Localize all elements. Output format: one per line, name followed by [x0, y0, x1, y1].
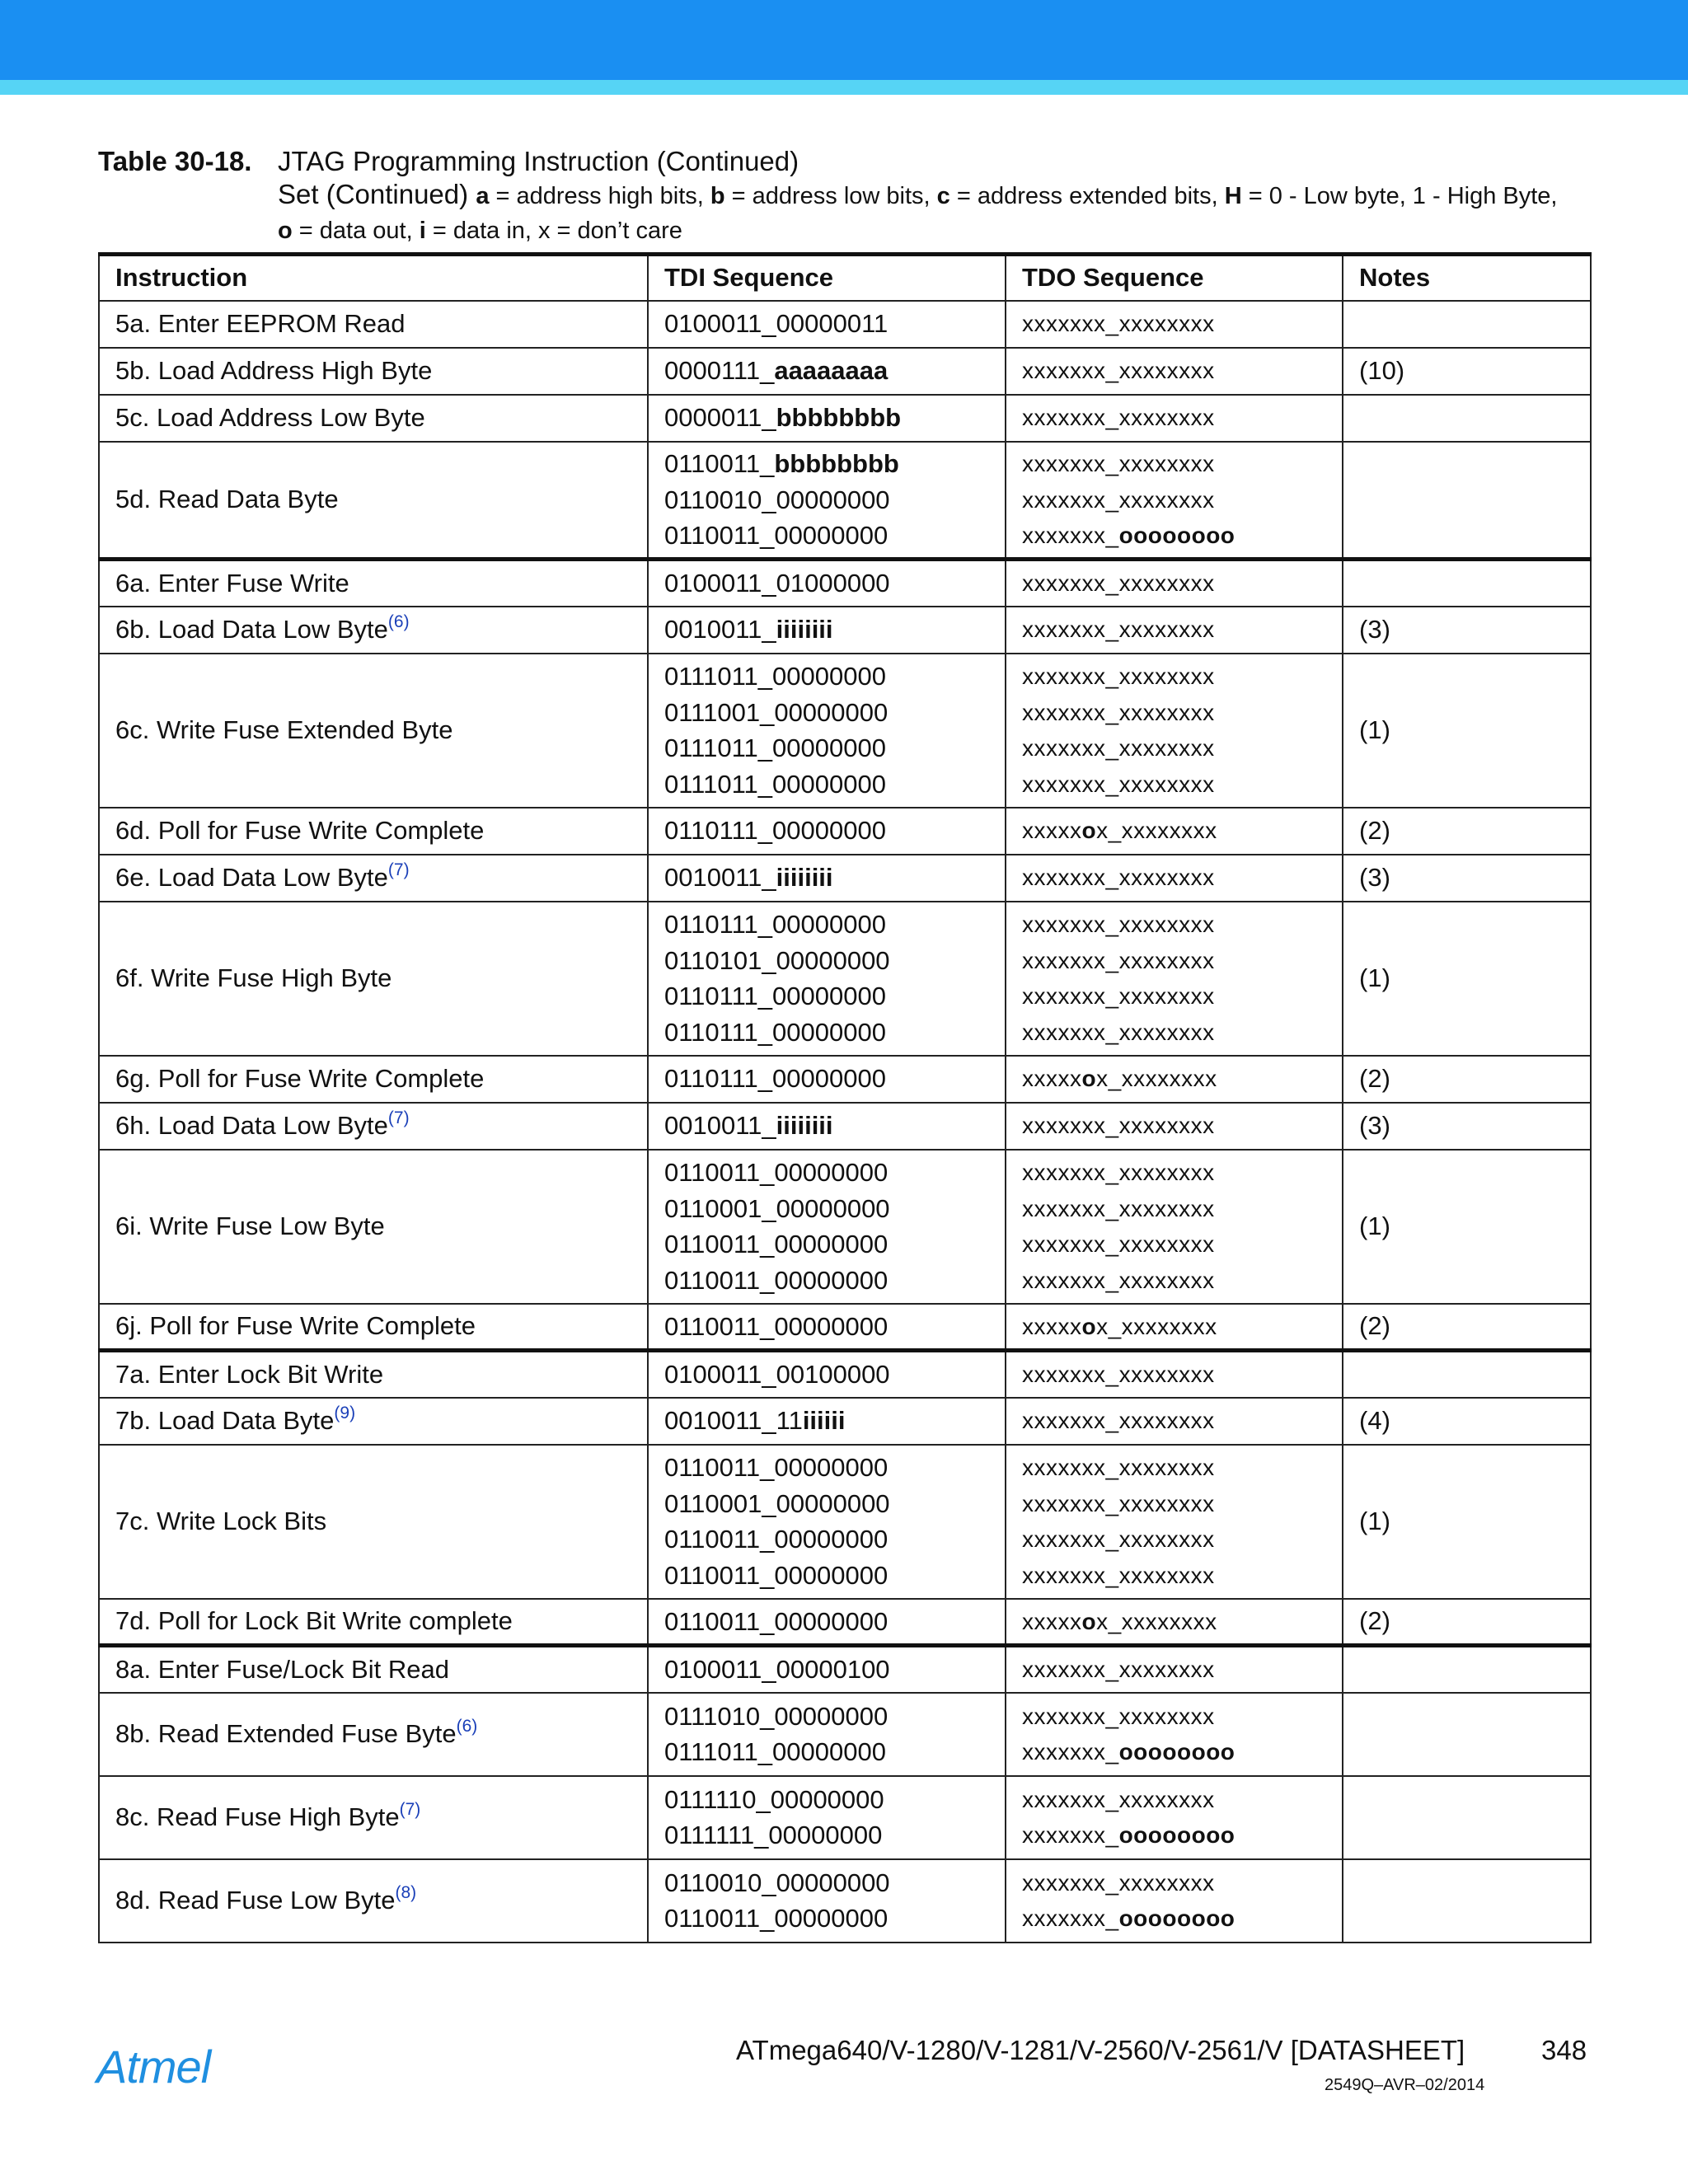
table-row	[99, 654, 1591, 808]
instruction-cell	[99, 1150, 648, 1304]
footnote-reference[interactable]: (7)	[387, 1108, 410, 1127]
tdo-sequence-cell	[1006, 1693, 1343, 1776]
footnote-reference[interactable]: (7)	[387, 860, 410, 879]
notes-cell: (3)	[1343, 1103, 1591, 1150]
tdo-sequence-line: xxxxxxx_oooooooo	[1022, 523, 1236, 548]
instruction-cell	[99, 1693, 648, 1776]
document-code: 2549Q–AVR–02/2014	[1325, 2076, 1485, 2094]
tdo-sequence-line: xxxxxxx_xxxxxxxx	[1022, 1113, 1215, 1139]
instruction-text: 6a. Enter Fuse Write	[115, 568, 349, 598]
header-tdo-sequence: TDO Sequence	[1006, 255, 1343, 301]
tdi-sequence-line: 0110001_00000000	[664, 1488, 890, 1518]
table-row	[99, 1859, 1591, 1943]
tdo-sequence-cell	[1006, 1776, 1343, 1859]
instruction-cell	[99, 442, 648, 560]
instruction-cell	[99, 902, 648, 1056]
tdi-sequence-line: 0111111_00000000	[664, 1821, 883, 1849]
tdo-sequence-line: xxxxxxx_xxxxxxxx	[1022, 947, 1215, 973]
atmel-logo: Atmel	[96, 2041, 211, 2093]
tdi-sequence-cell	[648, 442, 1006, 560]
table-row	[99, 808, 1591, 855]
tdo-sequence-line: xxxxxxx_xxxxxxxx	[1022, 983, 1215, 1009]
tdo-sequence-line: xxxxxox_xxxxxxxx	[1022, 1608, 1217, 1634]
footnote-reference[interactable]: (6)	[387, 612, 410, 631]
header-instruction: Instruction	[99, 255, 648, 301]
footnote-reference[interactable]: (6)	[456, 1717, 478, 1736]
table-title: JTAG Programming Instruction (Continued)	[278, 146, 799, 176]
notes-cell	[1343, 1693, 1591, 1776]
instruction-cell	[99, 1103, 648, 1150]
instruction-text: 6i. Write Fuse Low Byte	[115, 1212, 385, 1240]
tdi-sequence-cell	[648, 607, 1006, 654]
tdi-sequence-line: 0010011_11iiiiii	[664, 1406, 846, 1436]
tdi-sequence-line: 0110010_00000000	[664, 485, 890, 514]
tdo-sequence-line: xxxxxox_xxxxxxxx	[1022, 1066, 1217, 1092]
tdi-sequence-line: 0111011_00000000	[664, 769, 886, 799]
instruction-cell	[99, 1351, 648, 1398]
tdo-sequence-cell	[1006, 301, 1343, 348]
tdo-sequence-cell	[1006, 607, 1343, 654]
tdi-sequence-line: 0110001_00000000	[664, 1193, 890, 1223]
instruction-cell	[99, 1056, 648, 1103]
tdo-sequence-line: xxxxxxx_xxxxxxxx	[1022, 1408, 1215, 1434]
table-row	[99, 1398, 1591, 1445]
instruction-cell	[99, 348, 648, 395]
tdi-sequence-cell	[648, 1398, 1006, 1445]
tdi-sequence-line: 0110101_00000000	[664, 945, 890, 975]
tdi-sequence-cell	[648, 1351, 1006, 1398]
tdo-sequence-line: xxxxxxx_xxxxxxxx	[1022, 1869, 1215, 1896]
tdi-sequence-cell	[648, 560, 1006, 607]
tdo-sequence-line: xxxxxxx_xxxxxxxx	[1022, 1526, 1215, 1552]
notes-cell	[1343, 1646, 1591, 1693]
tdi-sequence-line: 0110011_00000000	[664, 1560, 889, 1590]
tdi-sequence-cell	[648, 395, 1006, 442]
instruction-text: 6e. Load Data Low Byte	[115, 863, 388, 892]
tdi-sequence-cell	[648, 654, 1006, 808]
tdi-sequence-line: 0110111_00000000	[664, 910, 886, 939]
tdo-sequence-cell	[1006, 1351, 1343, 1398]
table-row	[99, 1646, 1591, 1693]
tdi-sequence-cell	[648, 1304, 1006, 1351]
tdo-sequence-cell	[1006, 1398, 1343, 1445]
tdo-sequence-line: xxxxxxx_xxxxxxxx	[1022, 405, 1215, 431]
notes-cell	[1343, 1776, 1591, 1859]
tdo-sequence-line: xxxxxxx_xxxxxxxx	[1022, 358, 1215, 384]
tdo-sequence-cell	[1006, 1599, 1343, 1646]
instruction-text: 6d. Poll for Fuse Write Complete	[115, 816, 485, 845]
instruction-text: 6f. Write Fuse High Byte	[115, 963, 392, 992]
instruction-text: 6b. Load Data Low Byte	[115, 615, 388, 644]
table-row	[99, 1693, 1591, 1776]
tdo-sequence-cell	[1006, 1859, 1343, 1943]
tdi-sequence-line: 0110011_00000000	[664, 1904, 889, 1933]
tdo-sequence-line: xxxxxxx_oooooooo	[1022, 1739, 1236, 1765]
tdi-sequence-cell	[648, 348, 1006, 395]
header-tdi-sequence: TDI Sequence	[648, 255, 1006, 301]
tdo-sequence-line: xxxxxxx_xxxxxxxx	[1022, 735, 1215, 761]
tdo-sequence-line: xxxxxox_xxxxxxxx	[1022, 818, 1217, 844]
table-row	[99, 348, 1591, 395]
tdi-sequence-line: 0111011_00000000	[664, 662, 886, 691]
tdi-sequence-line: 0110111_00000000	[664, 982, 886, 1010]
tdo-sequence-line: xxxxxxx_xxxxxxxx	[1022, 865, 1215, 891]
tdi-sequence-line: 0110111_00000000	[664, 1064, 886, 1094]
tdo-sequence-cell	[1006, 654, 1343, 808]
tdi-sequence-cell	[648, 1150, 1006, 1304]
table-body	[99, 301, 1591, 1943]
instruction-text: 7a. Enter Lock Bit Write	[115, 1359, 384, 1389]
tdo-sequence-line: xxxxxxx_oooooooo	[1022, 1905, 1236, 1931]
notes-cell	[1343, 560, 1591, 607]
notes-cell	[1343, 1859, 1591, 1943]
table-legend	[278, 178, 1679, 213]
header-stripe	[0, 80, 1688, 95]
instruction-text: 5b. Load Address High Byte	[115, 356, 433, 385]
footnote-reference[interactable]: (9)	[334, 1404, 356, 1422]
instruction-text: 8b. Read Extended Fuse Byte	[115, 1719, 457, 1748]
table-row	[99, 442, 1591, 560]
tdi-sequence-line: 0111010_00000000	[664, 1701, 889, 1731]
table-row	[99, 1351, 1591, 1398]
tdo-sequence-cell	[1006, 855, 1343, 902]
notes-cell: (2)	[1343, 1599, 1591, 1646]
tdo-sequence-line: xxxxxxx_xxxxxxxx	[1022, 699, 1215, 725]
tdi-sequence-line: 0010011_iiiiiiii	[664, 615, 833, 644]
instruction-cell	[99, 1859, 648, 1943]
instruction-text: 5c. Load Address Low Byte	[115, 403, 425, 432]
notes-cell	[1343, 395, 1591, 442]
header-band	[0, 0, 1688, 80]
table-legend-line-2: o = data out, i = data in, x = don’t care	[278, 218, 682, 244]
notes-cell: (1)	[1343, 902, 1591, 1056]
table-row	[99, 1103, 1591, 1150]
tdo-sequence-line: xxxxxxx_xxxxxxxx	[1022, 771, 1215, 797]
notes-cell: (1)	[1343, 654, 1591, 808]
tdi-sequence-line: 0110010_00000000	[664, 1868, 890, 1897]
tdi-sequence-line: 0110011_00000000	[664, 1453, 889, 1482]
tdi-sequence-line: 0100011_00000011	[664, 309, 889, 339]
tdo-sequence-line: xxxxxxx_xxxxxxxx	[1022, 1455, 1215, 1480]
instruction-cell	[99, 654, 648, 808]
tdi-sequence-cell	[648, 855, 1006, 902]
tdi-sequence-cell	[648, 1445, 1006, 1599]
tdi-sequence-line: 0110011_00000000	[664, 1311, 889, 1341]
jtag-instruction-table	[98, 252, 1592, 1943]
table-row	[99, 301, 1591, 348]
instruction-text: 8a. Enter Fuse/Lock Bit Read	[115, 1654, 449, 1684]
tdi-sequence-cell	[648, 1776, 1006, 1859]
instruction-text: 6h. Load Data Low Byte	[115, 1111, 388, 1140]
tdi-sequence-line: 0110011_00000000	[664, 1230, 889, 1258]
notes-cell: (3)	[1343, 855, 1591, 902]
table-row	[99, 1056, 1591, 1103]
tdo-sequence-line: xxxxxxx_xxxxxxxx	[1022, 451, 1215, 476]
table-header-row	[99, 255, 1591, 301]
notes-cell: (4)	[1343, 1398, 1591, 1445]
tdo-sequence-line: xxxxxxx_xxxxxxxx	[1022, 1490, 1215, 1516]
tdo-sequence-line: xxxxxxx_xxxxxxxx	[1022, 1703, 1215, 1729]
table-row	[99, 902, 1591, 1056]
tdi-sequence-line: 0110111_00000000	[664, 816, 886, 846]
tdo-sequence-cell	[1006, 1304, 1343, 1351]
legend-line-1: a = address high bits, b = address low bits, c = address extended bits, H = 0 - Low byte, 1 - High Byte,	[476, 183, 1558, 209]
notes-cell: (3)	[1343, 607, 1591, 654]
tdi-sequence-line: 0000111_aaaaaaaa	[664, 356, 889, 386]
tdo-sequence-cell	[1006, 1103, 1343, 1150]
tdi-sequence-line: 0110011_00000000	[664, 1158, 889, 1187]
instruction-cell	[99, 1646, 648, 1693]
notes-cell: (2)	[1343, 1056, 1591, 1103]
tdo-sequence-cell	[1006, 1646, 1343, 1693]
instruction-cell	[99, 1445, 648, 1599]
instruction-text: 5a. Enter EEPROM Read	[115, 309, 406, 338]
instruction-cell	[99, 1599, 648, 1646]
tdi-sequence-cell	[648, 1103, 1006, 1150]
instruction-text: 8d. Read Fuse Low Byte	[115, 1886, 396, 1915]
tdi-sequence-line: 0000011_bbbbbbbb	[664, 403, 902, 433]
tdo-sequence-cell	[1006, 1445, 1343, 1599]
tdo-sequence-line: xxxxxxx_xxxxxxxx	[1022, 311, 1215, 337]
notes-cell: (2)	[1343, 1304, 1591, 1351]
instruction-cell	[99, 395, 648, 442]
tdi-sequence-line: 0010011_iiiiiiii	[664, 863, 833, 893]
tdi-sequence-line: 0111001_00000000	[664, 697, 889, 727]
tdi-sequence-line: 0100011_01000000	[664, 569, 890, 598]
tdi-sequence-line: 0111110_00000000	[664, 1784, 884, 1814]
tdo-sequence-line: xxxxxxx_oooooooo	[1022, 1822, 1236, 1848]
notes-cell: (1)	[1343, 1445, 1591, 1599]
tdo-sequence-line: xxxxxxx_xxxxxxxx	[1022, 1160, 1215, 1185]
tdi-sequence-line: 0010011_iiiiiiii	[664, 1111, 833, 1141]
tdi-sequence-line: 0110011_00000000	[664, 1525, 889, 1554]
tdo-sequence-line: xxxxxxx_xxxxxxxx	[1022, 1657, 1215, 1682]
tdi-sequence-line: 0110011_bbbbbbbb	[664, 449, 899, 478]
tdo-sequence-line: xxxxxox_xxxxxxxx	[1022, 1313, 1217, 1339]
tdo-sequence-cell	[1006, 442, 1343, 560]
tdo-sequence-line: xxxxxxx_xxxxxxxx	[1022, 1019, 1215, 1045]
tdo-sequence-cell	[1006, 395, 1343, 442]
table-row	[99, 607, 1591, 654]
notes-cell	[1343, 301, 1591, 348]
tdo-sequence-line: xxxxxxx_xxxxxxxx	[1022, 1562, 1215, 1588]
table-row	[99, 1445, 1591, 1599]
tdo-sequence-cell	[1006, 808, 1343, 855]
footer-document-title: ATmega640/V-1280/V-1281/V-2560/V-2561/V [DATASHEET]	[736, 2035, 1465, 2065]
table-row	[99, 1599, 1591, 1646]
instruction-text: 7b. Load Data Byte	[115, 1406, 335, 1435]
tdo-sequence-cell	[1006, 1150, 1343, 1304]
notes-cell	[1343, 1351, 1591, 1398]
footnote-reference[interactable]: (8)	[395, 1883, 417, 1902]
tdo-sequence-cell	[1006, 560, 1343, 607]
instruction-cell	[99, 560, 648, 607]
instruction-cell	[99, 855, 648, 902]
tdo-sequence-line: xxxxxxx_xxxxxxxx	[1022, 663, 1215, 689]
tdi-sequence-line: 0111011_00000000	[664, 733, 886, 762]
tdi-sequence-line: 0110011_00000000	[664, 1606, 889, 1636]
instruction-cell	[99, 1304, 648, 1351]
table-row	[99, 1150, 1591, 1304]
table-row	[99, 855, 1591, 902]
instruction-text: 7d. Poll for Lock Bit Write complete	[115, 1606, 513, 1636]
instruction-text: 6c. Write Fuse Extended Byte	[115, 715, 453, 744]
tdi-sequence-cell	[648, 808, 1006, 855]
tdo-sequence-line: xxxxxxx_xxxxxxxx	[1022, 486, 1215, 513]
instruction-cell	[99, 1776, 648, 1859]
instruction-text: 8c. Read Fuse High Byte	[115, 1802, 400, 1831]
notes-cell: (1)	[1343, 1150, 1591, 1304]
tdi-sequence-line: 0100011_00100000	[664, 1360, 890, 1389]
tdo-sequence-cell	[1006, 1056, 1343, 1103]
tdo-sequence-line: xxxxxxx_xxxxxxxx	[1022, 1231, 1215, 1257]
instruction-text: 7c. Write Lock Bits	[115, 1507, 327, 1535]
tdo-sequence-cell	[1006, 348, 1343, 395]
tdi-sequence-line: 0110111_00000000	[664, 1017, 886, 1047]
tdo-sequence-line: xxxxxxx_xxxxxxxx	[1022, 1786, 1215, 1812]
tdo-sequence-cell	[1006, 902, 1343, 1056]
tdi-sequence-cell	[648, 1599, 1006, 1646]
table-row	[99, 395, 1591, 442]
tdi-sequence-cell	[648, 1646, 1006, 1693]
tdi-sequence-line: 0110011_00000000	[664, 521, 889, 550]
notes-cell: (2)	[1343, 808, 1591, 855]
table-label: Table 30-18.	[98, 146, 252, 176]
tdo-sequence-line: xxxxxxx_xxxxxxxx	[1022, 570, 1215, 596]
table-row	[99, 560, 1591, 607]
notes-cell: (10)	[1343, 348, 1591, 395]
tdi-sequence-cell	[648, 902, 1006, 1056]
tdi-sequence-cell	[648, 1056, 1006, 1103]
tdo-sequence-line: xxxxxxx_xxxxxxxx	[1022, 912, 1215, 937]
instruction-cell	[99, 1398, 648, 1445]
tdo-sequence-line: xxxxxxx_xxxxxxxx	[1022, 1267, 1215, 1293]
header-notes: Notes	[1343, 255, 1591, 301]
tdi-sequence-line: 0100011_00000100	[664, 1655, 890, 1684]
tdo-sequence-line: xxxxxxx_xxxxxxxx	[1022, 616, 1215, 643]
tdi-sequence-cell	[648, 1693, 1006, 1776]
instruction-cell	[99, 808, 648, 855]
table-row	[99, 1776, 1591, 1859]
table-title-block	[278, 145, 1679, 247]
set-continued: Set (Continued)	[278, 179, 469, 209]
table-row	[99, 1304, 1591, 1351]
tdi-sequence-line: 0111011_00000000	[664, 1737, 886, 1766]
tdo-sequence-line: xxxxxxx_xxxxxxxx	[1022, 1195, 1215, 1221]
tdi-sequence-cell	[648, 1859, 1006, 1943]
instruction-text: 6g. Poll for Fuse Write Complete	[115, 1064, 485, 1093]
notes-cell	[1343, 442, 1591, 560]
tdo-sequence-line: xxxxxxx_xxxxxxxx	[1022, 1361, 1215, 1387]
instruction-text: 5d. Read Data Byte	[115, 485, 339, 514]
tdi-sequence-cell	[648, 301, 1006, 348]
instruction-cell	[99, 607, 648, 654]
tdi-sequence-line: 0110011_00000000	[664, 1265, 889, 1295]
page-number: 348	[1541, 2035, 1587, 2065]
instruction-text: 6j. Poll for Fuse Write Complete	[115, 1311, 476, 1341]
instruction-cell	[99, 301, 648, 348]
footnote-reference[interactable]: (7)	[399, 1800, 421, 1819]
